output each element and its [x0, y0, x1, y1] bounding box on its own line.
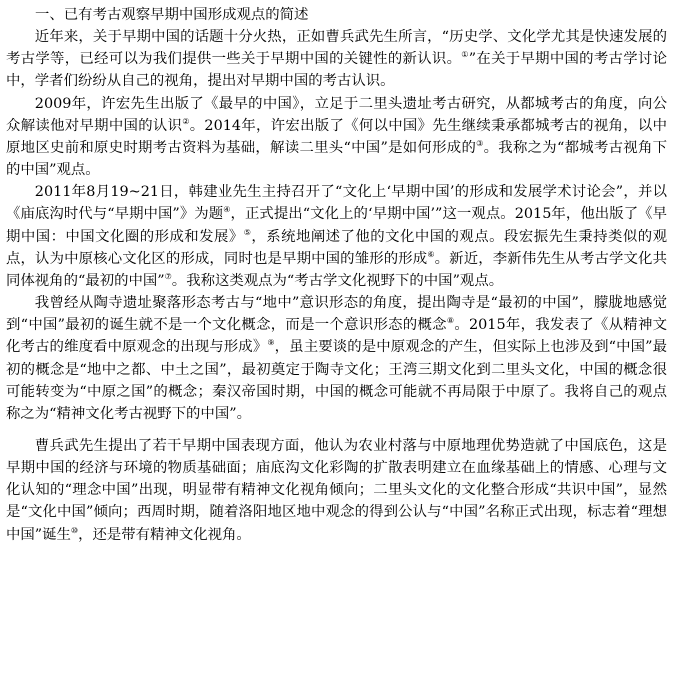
paragraph-han-jianye [6, 181, 667, 292]
paragraph-text: ，还是带有精神文化视角。 [78, 526, 251, 543]
paragraph-text: 。我称之为“都城考古视角下的中国”观点。 [6, 139, 668, 179]
paragraph-gap [6, 425, 667, 435]
footnote-marker[interactable]: ③ [476, 139, 484, 149]
paragraph-text: 近年来，关于早期中国的话题十分火热，正如曹兵武先生所言，“历史学、文化学尤其是快速发展的考古学等，已经可以为我们提供一些关于早期中国的关键性的新认识。 [6, 29, 667, 68]
footnote-marker[interactable]: ① [461, 50, 469, 60]
paragraph-text: ，正式提出“文化上的‘早期中国’”这一观点。2015年，他出版了《早期中国：中国文化圈的形成和发展》 [6, 206, 668, 245]
paragraph-text: 。新近，李新伟先生从考古学文化共同体视角的“最初的中国” [6, 250, 667, 289]
footnote-marker[interactable]: ② [182, 116, 190, 126]
paragraph-text: 2009年，许宏先生出版了《最早的中国》，立足于二里头遗址考古研究，从都城考古的角度，向公众解读他对早期中国的认识 [6, 95, 667, 134]
paragraph-text: ”在关于早期中国的考古学讨论中，学者们纷纷从自己的视角，提出对早期中国的考古认识。 [6, 51, 668, 90]
paragraph-intro [6, 26, 667, 92]
footnote-marker[interactable]: ⑤ [243, 227, 252, 237]
paragraph-text: 。2014年，许宏出版了《何以中国》先生继续秉承都城考古的视角，以中原地区史前和原史时期考古资料为基础，解读二里头“中国”是如何形成的 [6, 117, 667, 156]
footnote-marker[interactable]: ⑥ [427, 249, 435, 259]
footnote-marker[interactable]: ④ [223, 205, 231, 215]
paragraph-text: ，系统地阐述了他的文化中国的观点。段宏振先生秉持类似的观点，认为中原核心文化区的形成，同时也是早期中国的雏形的形成 [6, 228, 667, 267]
paragraph-text: 。我称这类观点为“考古学文化视野下的中国”观点。 [171, 272, 504, 289]
footnote-marker[interactable]: ⑨ [267, 338, 275, 348]
paragraph-text: 。2015年，我发表了《从精神文化考古的维度看中原观念的出现与形成》 [6, 317, 668, 356]
section-heading: 一、已有考古观察早期中国形成观点的简述 [35, 7, 309, 23]
paragraph-text: ，虽主要谈的是中原观念的产生，但实际上也涉及到“中国”最初的概念是“地中之都、中土之国”，最初奠定于陶寺文化；王湾三期文化到二里头文化，中国的概念很可能转变为“中原之国”的概念；秦汉帝国时期，中国的概念可能就不再局限于中原了。我将自己的观点称之为“精神文化考古视野下的中国”。 [6, 339, 667, 422]
paragraph-text: 我曾经从陶寺遗址聚落形态考古与“地中”意识形态的角度，提出陶寺是“最初的中国”，朦胧地感觉到“中国”最初的诞生就不是一个文化概念，而是一个意识形态的概念 [6, 295, 667, 334]
paragraph-xu-hong [6, 93, 667, 182]
footnote-marker[interactable]: ⑧ [446, 316, 455, 326]
footnote-marker[interactable]: ⑩ [70, 525, 79, 535]
paragraph-text: 曹兵武先生提出了若干早期中国表现方面，他认为农业村落与中原地理优势造就了中国底色，这是早期中国的经济与环境的物质基础面；庙底沟文化彩陶的扩散表明建立在血缘基础上的情感、心理与文化认知的“理念中国”出现，明显带有精神文化视角倾向；二里头文化的文化整合形成“共识中国”，显然是“文化中国”倾向；西周时期，随着洛阳地区地中观念的得到公认与“中国”名称正式出现，标志着“理想中国”诞生 [6, 437, 667, 543]
paragraph-text: 2011年8月19~21日，韩建业先生主持召开了“文化上‘早期中国’的形成和发展学术讨论会”，并以《庙底沟时代与“早期中国”》为题 [6, 184, 667, 223]
footnote-marker[interactable]: ⑦ [164, 272, 172, 282]
paragraph-cao-bingwu [6, 435, 667, 546]
paragraph-taosi [6, 292, 667, 425]
